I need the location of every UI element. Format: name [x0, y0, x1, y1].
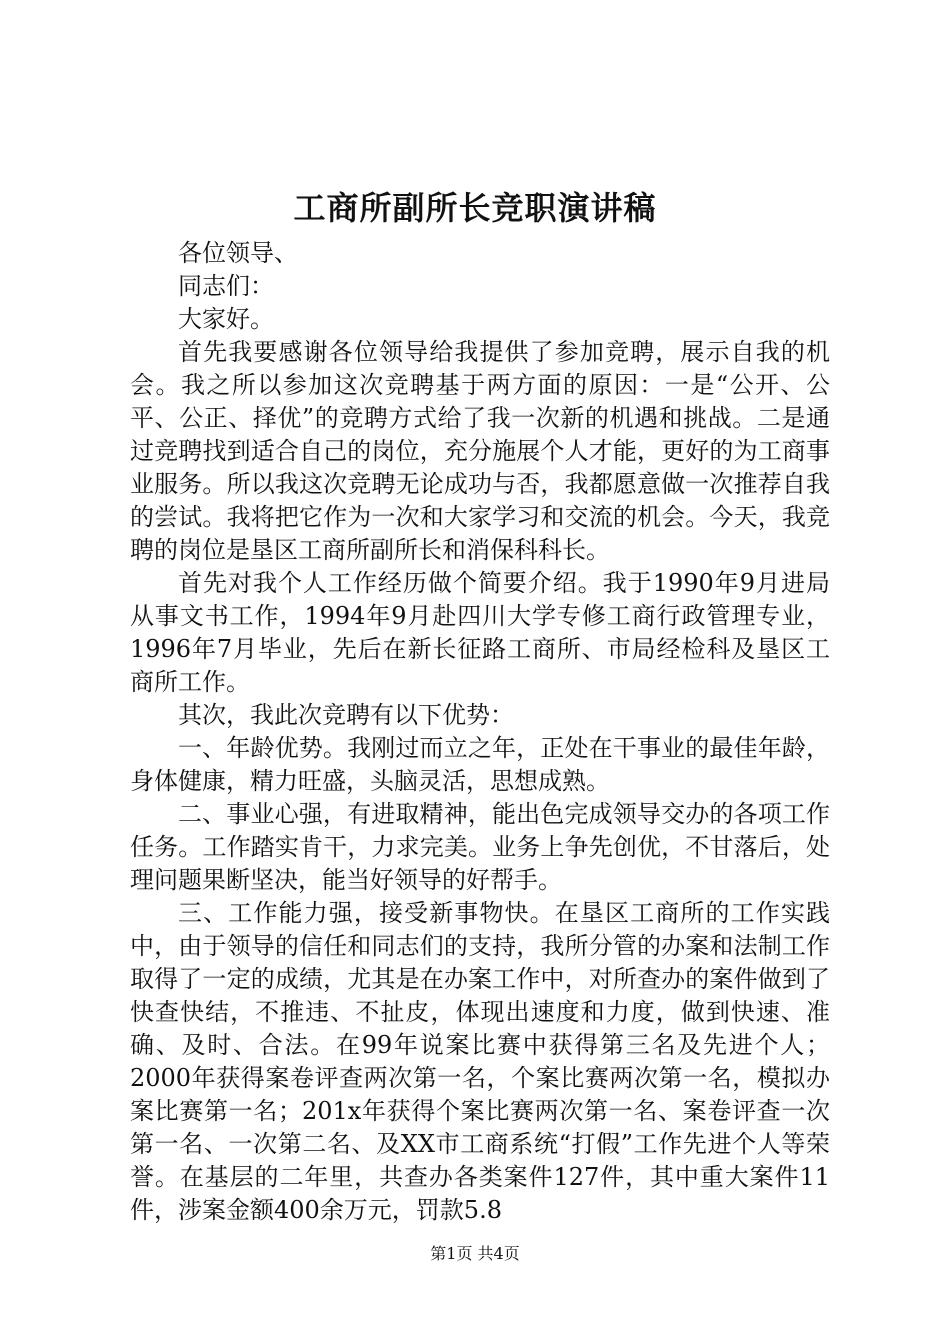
paragraph-work-history: 首先对我个人工作经历做个简要介绍。我于1990年9月进局从事文书工作，1994年9月赴四川大学专修工商行政管理专业，1996年7月毕业，先后在新长征路工商所、市局经检科及垦区工商所工作。	[130, 569, 830, 696]
page-number-footer: 第1页 共4页	[430, 1244, 520, 1263]
paragraph-greeting: 大家好。	[178, 305, 274, 333]
document-title: 工商所副所长竞职演讲稿	[293, 189, 657, 227]
paragraph-advantage-ability: 三、工作能力强，接受新事物快。在垦区工商所的工作实践中，由于领导的信任和同志们的支持，我所分管的办案和法制工作取得了一定的成绩，尤其是在办案工作中，对所查办的案件做到了快查快结，不推违、不扯皮，体现出速度和力度，做到快速、准确、及时、合法。在99年说案比赛中获得第三名及先进个人；2000年获得案卷评查两次第一名，个案比赛两次第一名，模拟办案比赛第一名；201x年获得个案比赛两次第一名、案卷评查一次第一名、一次第二名、及XX市工商系统“打假”工作先进个人等荣誉。在基层的二年里，共查办各类案件127件，其中重大案件11件，涉案金额400余万元，罚款5.8	[130, 899, 830, 1224]
document-body	[130, 237, 830, 1227]
paragraph-advantage-age: 一、年龄优势。我刚过而立之年，正处在干事业的最佳年龄，身体健康，精力旺盛，头脑灵活，思想成熟。	[130, 734, 830, 795]
paragraph-salutation-comrades: 同志们：	[178, 272, 274, 300]
paragraph-salutation-leaders: 各位领导、	[178, 239, 298, 267]
paragraph-advantages-heading: 其次，我此次竞聘有以下优势：	[178, 701, 514, 729]
paragraph-intro: 首先我要感谢各位领导给我提供了参加竞聘，展示自我的机会。我之所以参加这次竞聘基于两方面的原因：一是“公开、公平、公正、择优”的竞聘方式给了我一次新的机遇和挑战。二是通过竞聘找到适合自己的岗位，充分施展个人才能，更好的为工商事业服务。所以我这次竞聘无论成功与否，我都愿意做一次推荐自我的尝试。我将把它作为一次和大家学习和交流的机会。今天，我竞聘的岗位是垦区工商所副所长和消保科科长。	[130, 338, 830, 564]
paragraph-advantage-dedication: 二、事业心强，有进取精神，能出色完成领导交办的各项工作任务。工作踏实肯干，力求完美。业务上争先创优，不甘落后，处理问题果断坚决，能当好领导的好帮手。	[130, 800, 830, 894]
